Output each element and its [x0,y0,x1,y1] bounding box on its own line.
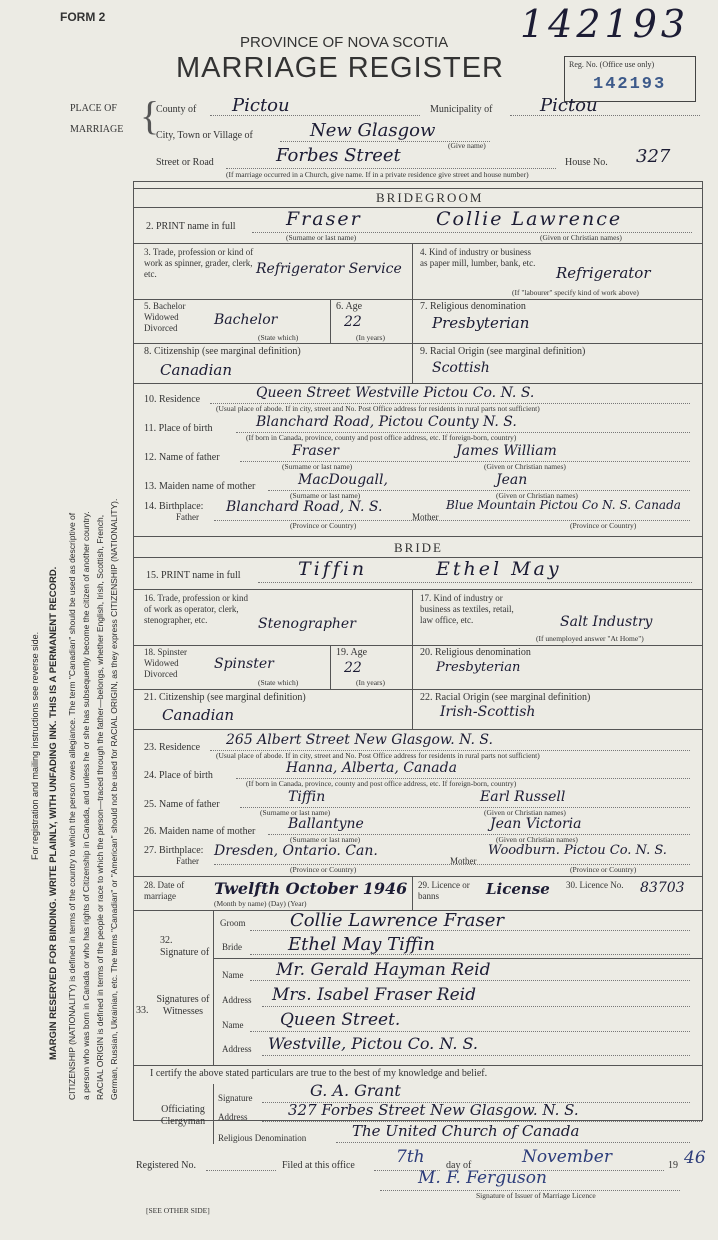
w1-address-word: Address [222,995,252,1005]
groom-racial: Scottish [432,360,490,376]
bride-citizenship: Canadian [162,706,235,724]
field-19-label: 19. Age [336,647,368,658]
registered-label: Registered No. [136,1160,196,1171]
field-29-label: 29. Licence or banns [418,880,470,901]
reg-no-stamp: 142193 [593,75,667,94]
house-label: House No. [565,157,608,168]
bride-father-word: Father [176,856,199,866]
field-3-label: 3. Trade, profession or kind of work as spinner, grader, clerk, etc. [144,247,254,279]
field-30-label: 30. Licence No. [566,880,624,890]
bride-father-surname-caption: (Surname or last name) [260,808,331,817]
field-22-label: 22. Racial Origin (see marginal definition) [420,692,591,703]
field-23-label: 23. Residence [144,742,201,753]
mother-surname-caption: (Surname or last name) [290,491,361,500]
field-4-label: 4. Kind of industry or business as paper mill, lumber, bank, etc. [420,247,536,268]
licence-type: License [486,880,550,898]
bride-father-birthplace: Dresden, Ontario. Can. [214,843,378,859]
bride-racial: Irish-Scottish [440,704,536,720]
filed-year: 46 [684,1148,706,1168]
bride-word: Bride [222,942,242,952]
racial-definition-1: RACIAL ORIGIN is defined in terms of the people or race to which the person—traced through the father—belongs, whether English, Irish, Scottish, French, [95,514,105,1100]
place-of-label: PLACE OF [70,103,117,114]
field-20-label: 20. Religious denomination [420,647,531,658]
groom-word: Groom [220,918,246,928]
place-note: (If marriage occurred in a Church, give name. If in a private residence give street and house number) [226,170,529,179]
municipality-value: Pictou [540,95,598,116]
city-value: New Glasgow [310,120,436,141]
bride-mother-birthplace: Woodburn. Pictou Co. N. S. [488,843,667,858]
field-9-label: 9. Racial Origin (see marginal definition) [420,346,586,357]
groom-religion: Presbyterian [432,314,530,332]
bride-mother-surname: Ballantyne [288,816,364,832]
bride-mother-bp-caption: (Province or Country) [570,865,637,874]
bride-mother-word: Mother [450,856,477,866]
field-16-label: 16. Trade, profession or kind of work as operator, clerk, stenographer, etc. [144,593,248,625]
see-other-side: [SEE OTHER SIDE] [146,1206,210,1215]
margin-warning: MARGIN RESERVED FOR BINDING. WRITE PLAINLY, WITH UNFADING INK. THIS IS A PERMANENT RECORD. [48,566,59,1060]
bride-mother-given: Jean Victoria [490,816,582,832]
father-surname-caption: (Surname or last name) [282,462,353,471]
w2-address-word: Address [222,1044,252,1054]
bride-age: 22 [344,660,362,676]
field-25-label: 25. Name of father [144,799,220,810]
bride-father-bp-caption: (Province or Country) [290,865,357,874]
brace: { [140,93,160,138]
filed-label: Filed at this office [282,1160,355,1171]
clergy-address: 327 Forbes Street New Glasgow. N. S. [288,1101,579,1119]
denomination-label: Religious Denomination [218,1133,307,1143]
groom-father-birthplace: Blanchard Road, N. S. [226,499,383,515]
clergy-label: Officiating Clergyman [160,1104,206,1127]
groom-father-given: James William [456,443,557,459]
groom-birthplace-caption: (If born in Canada, province, county and post office address, etc. If foreign-born, country) [246,433,517,442]
field-27-label: 27. Birthplace: [144,845,204,856]
bride-religion: Presbyterian [436,660,521,675]
witness2-address: Westville, Pictou Co. N. S. [268,1034,478,1053]
municipality-label: Municipality of [430,104,493,115]
groom-age-caption: (In years) [356,333,385,342]
field-12-label: 12. Name of father [144,452,220,463]
groom-residence: Queen Street Westville Pictou Co. N. S. [256,385,535,401]
margin-instructions: For registration and mailing instructions see reverse side. [30,631,40,860]
field-32-label: 32. Signature of [160,935,210,958]
licence-number: 83703 [640,880,685,896]
mother-given-caption: (Given or Christian names) [496,491,578,500]
witnesses-label: Signatures of Witnesses [156,994,210,1017]
groom-mother-given: Jean [496,472,528,488]
bride-status: Spinster [214,656,274,672]
racial-definition-2: German, Russian, Ukrainian, etc. The terms "Canadian" or "American" should not be used for RACIAL ORIGIN, as they express CITIZENSHIP (NATIONALITY). [109,498,119,1100]
field-8-label: 8. Citizenship (see marginal definition) [144,346,301,357]
field-21-label: 21. Citizenship (see marginal definition) [144,692,306,703]
groom-trade: Refrigerator Service [256,261,402,277]
form-number: FORM 2 [60,10,106,24]
groom-mother-surname: MacDougall, [298,472,388,488]
field-7-label: 7. Religious denomination [420,301,526,312]
bride-residence: 265 Albert Street New Glasgow. N. S. [226,732,493,748]
groom-surname-caption: (Surname or last name) [286,233,357,242]
page-title: MARRIAGE REGISTER [176,52,504,84]
groom-given: Collie Lawrence [436,208,623,230]
bride-birthplace-caption: (If born in Canada, province, county and post office address, etc. If foreign-born, country) [246,779,517,788]
field-2-label: 2. PRINT name in full [146,221,236,232]
street-value: Forbes Street [276,145,401,166]
signature-word: Signature [218,1093,253,1103]
groom-surname: Fraser [286,208,362,230]
groom-residence-caption: (Usual place of abode. If in city, street and No. Post Office address for residents in rural parts not sufficient) [216,404,540,413]
bride-heading: BRIDE [394,540,443,555]
w2-name-word: Name [222,1020,244,1030]
county-value: Pictou [232,95,290,116]
groom-signature: Collie Lawrence Fraser [290,910,504,931]
bride-residence-caption: (Usual place of abode. If in city, street and No. Post Office address for residents in rural parts not sufficient) [216,751,540,760]
field-14-label: 14. Birthplace: [144,501,204,512]
bride-signature: Ethel May Tiffin [288,934,436,955]
bride-father-given: Earl Russell [480,789,566,805]
year-prefix: 19 [668,1160,678,1171]
bride-trade: Stenographer [258,616,356,632]
groom-industry-caption: (If "labourer" specify kind of work above) [512,288,639,297]
witness2-name: Queen Street. [280,1010,401,1030]
bride-age-caption: (In years) [356,678,385,687]
field-18-label: 18. Spinster Widowed Divorced [144,647,188,679]
bride-mother-given-caption: (Given or Christian names) [496,835,578,844]
street-label: Street or Road [156,157,214,168]
clergy-address-word: Address [218,1112,248,1122]
field-6-label: 6. Age [336,301,363,312]
field-11-label: 11. Place of birth [144,423,213,434]
issuer-signature: M. F. Ferguson [418,1168,547,1188]
field-33-num: 33. [136,1005,149,1016]
day-of-label: day of [446,1160,472,1171]
witness1-name: Mr. Gerald Hayman Reid [276,960,491,980]
marriage-label: MARRIAGE [70,124,124,135]
field-17-label: 17. Kind of industry or business as textiles, retail, law office, etc. [420,593,514,625]
bride-surname: Tiffin [298,558,368,580]
w1-name-word: Name [222,970,244,980]
citizenship-definition-1: CITIZENSHIP (NATIONALITY) is defined in terms of the country to which the person owes allegiance. The term "Canadian" should be used as descriptive of [67,512,77,1100]
county-label: County of [156,104,197,115]
groom-age: 22 [344,314,362,330]
groom-father-word: Father [176,512,199,522]
groom-birthplace: Blanchard Road, Pictou County N. S. [256,414,517,430]
issuer-caption: Signature of Issuer of Marriage Licence [476,1191,596,1200]
groom-status-caption: (State which) [258,333,299,342]
groom-father-bp-caption: (Province or Country) [290,521,357,530]
groom-citizenship: Canadian [160,361,233,379]
clergy-denomination: The United Church of Canada [352,1122,580,1140]
field-15-label: 15. PRINT name in full [146,570,241,581]
bride-father-surname: Tiffin [288,789,326,805]
reg-no-label: Reg. No. (Office use only) [569,60,655,69]
bride-industry: Salt Industry [560,614,653,630]
groom-mother-word: Mother [412,512,439,522]
bride-status-caption: (State which) [258,678,299,687]
groom-industry: Refrigerator [556,264,651,282]
bride-given: Ethel May [436,558,562,580]
bride-birthplace: Hanna, Alberta, Canada [286,760,457,776]
field-13-label: 13. Maiden name of mother [144,481,256,492]
province-title: PROVINCE OF NOVA SCOTIA [240,34,449,51]
bride-father-given-caption: (Given or Christian names) [484,808,566,817]
filed-day: 7th [396,1147,425,1167]
field-24-label: 24. Place of birth [144,770,213,781]
field-5-label: 5. Bachelor Widowed Divorced [144,301,186,333]
filed-month: November [522,1147,612,1167]
field-10-label: 10. Residence [144,394,201,405]
field-28-label: 28. Date of marriage [144,880,185,901]
city-label: City, Town or Village of [156,130,253,141]
bridegroom-heading: BRIDEGROOM [376,190,484,205]
groom-mother-birthplace: Blue Mountain Pictou Co N. S. Canada [446,498,681,512]
groom-mother-bp-caption: (Province or Country) [570,521,637,530]
give-name-caption: (Give name) [448,141,486,150]
bride-industry-caption: (If unemployed answer "At Home") [536,634,644,643]
handwritten-register-number: 142193 [520,2,690,46]
certify-text: I certify the above stated particulars are true to the best of my knowledge and belief. [150,1068,488,1079]
field-26-label: 26. Maiden name of mother [144,826,256,837]
groom-status: Bachelor [214,312,278,328]
father-given-caption: (Given or Christian names) [484,462,566,471]
bride-mother-surname-caption: (Surname or last name) [290,835,361,844]
clergy-signature: G. A. Grant [310,1081,401,1100]
marriage-date: Twelfth October 1946 [214,879,408,898]
witness1-address: Mrs. Isabel Fraser Reid [272,985,476,1005]
groom-father-surname: Fraser [292,443,339,459]
citizenship-definition-2: a person who was born in Canada or who has rights of Citizenship in Canada, and unless he or she has subsequently become the citizen of another country. [81,511,91,1100]
groom-given-caption: (Given or Christian names) [540,233,622,242]
marriage-date-caption: (Month by name) (Day) (Year) [214,899,307,908]
house-value: 327 [636,146,671,167]
